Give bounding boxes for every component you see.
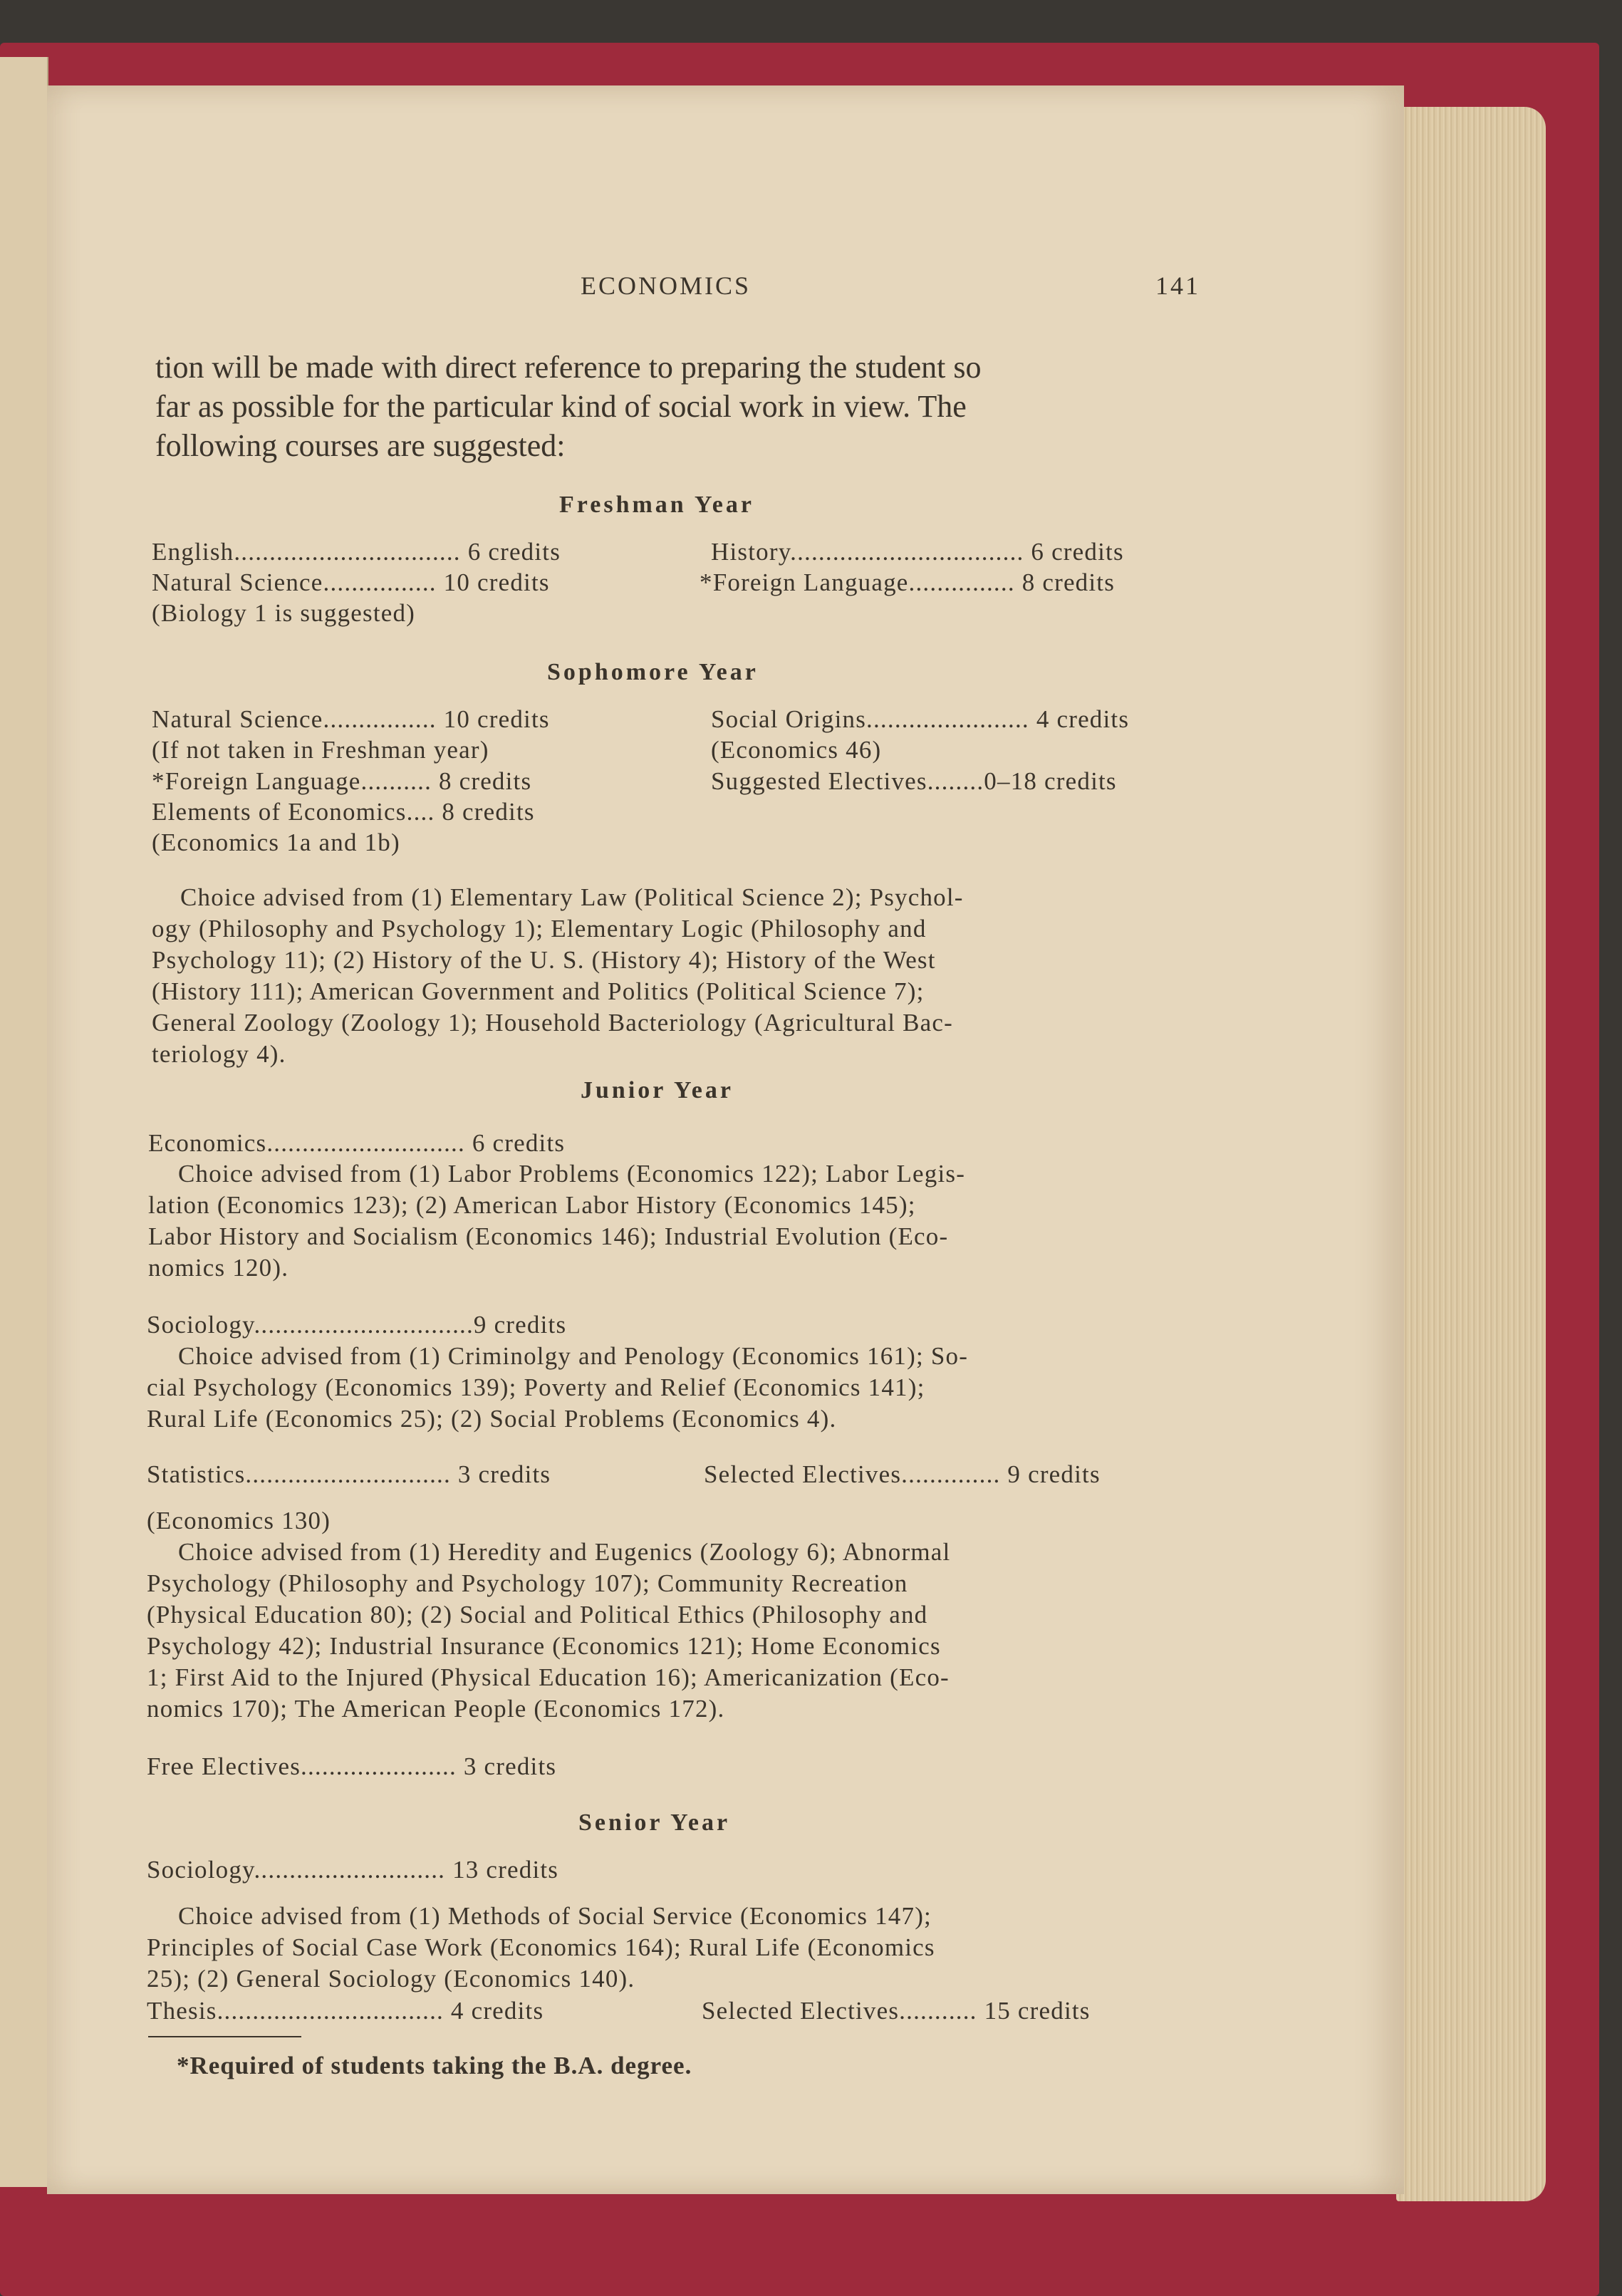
intro-line: tion will be made with direct reference to preparing the student so (155, 350, 982, 385)
course-foreign-language: *Foreign Language............... 8 credits (700, 568, 1116, 596)
course-history: History................................. 6 credits (711, 538, 1124, 566)
choice-line: Choice advised from (1) Elementary Law (Political Science 2); Psychol- (180, 883, 964, 911)
choice-line: ogy (Philosophy and Psychology 1); Elementary Logic (Philosophy and (152, 915, 927, 942)
course-sociology: Sociology........................... 13 credits (147, 1856, 559, 1884)
course-selected-electives: Selected Electives.............. 9 credits (704, 1460, 1101, 1488)
course-social-origins: Social Origins....................... 4 credits (711, 705, 1130, 733)
choice-line: Psychology (Philosophy and Psychology 107); Community Recreation (147, 1569, 908, 1597)
course-foreign-language: *Foreign Language.......... 8 credits (152, 767, 532, 795)
course-selected-electives: Selected Electives........... 15 credits (702, 1997, 1091, 2025)
choice-line: 1; First Aid to the Injured (Physical Education 16); Americanization (Eco- (147, 1663, 950, 1691)
course-note: (Economics 130) (147, 1507, 331, 1534)
course-economics: Economics............................ 6 credits (148, 1129, 566, 1157)
course-elements-economics: Elements of Economics.... 8 credits (152, 798, 535, 826)
previous-page-edge (0, 57, 48, 2187)
course-natural-science: Natural Science................ 10 credits (152, 705, 550, 733)
running-head: ECONOMICS (581, 271, 752, 300)
choice-line: Choice advised from (1) Heredity and Eugenics (Zoology 6); Abnormal (178, 1538, 951, 1566)
choice-line: (Physical Education 80); (2) Social and Political Ethics (Philosophy and (147, 1601, 928, 1629)
senior-heading: Senior Year (578, 1809, 731, 1836)
choice-line: Psychology 11); (2) History of the U. S. (History 4); History of the West (152, 946, 936, 974)
page-number: 141 (1155, 271, 1200, 300)
choice-line: General Zoology (Zoology 1); Household Bacteriology (Agricultural Bac- (152, 1009, 953, 1037)
freshman-heading: Freshman Year (559, 492, 754, 518)
choice-line: Choice advised from (1) Methods of Social Service (Economics 147); (178, 1902, 932, 1930)
course-english: English................................ 6 credits (152, 538, 561, 566)
choice-line: nomics 170); The American People (Economics 172). (147, 1695, 725, 1723)
choice-line: lation (Economics 123); (2) American Labor History (Economics 145); (148, 1191, 916, 1219)
choice-line: 25); (2) General Sociology (Economics 140). (147, 1965, 635, 1993)
sophomore-heading: Sophomore Year (547, 659, 759, 685)
footnote: *Required of students taking the B.A. degree. (177, 2052, 692, 2079)
course-note: (Biology 1 is suggested) (152, 599, 416, 627)
page-stack-edges (1396, 107, 1546, 2201)
choice-line: (History 111); American Government and Politics (Political Science 7); (152, 977, 925, 1005)
intro-line: following courses are suggested: (155, 428, 566, 463)
choice-line: Principles of Social Case Work (Economics 164); Rural Life (Economics (147, 1933, 935, 1961)
choice-line: teriology 4). (152, 1040, 286, 1068)
course-sociology: Sociology...............................9 credits (147, 1311, 567, 1339)
choice-line: nomics 120). (148, 1254, 289, 1282)
course-statistics: Statistics............................. 3 credits (147, 1460, 551, 1488)
choice-line: Rural Life (Economics 25); (2) Social Problems (Economics 4). (147, 1405, 837, 1433)
choice-line: Choice advised from (1) Criminolgy and Penology (Economics 161); So- (178, 1342, 969, 1370)
course-suggested-electives: Suggested Electives........0–18 credits (711, 767, 1117, 795)
course-natural-science: Natural Science................ 10 credits (152, 568, 550, 596)
choice-line: Psychology 42); Industrial Insurance (Economics 121); Home Economics (147, 1632, 941, 1660)
footnote-rule (148, 2036, 301, 2037)
choice-line: Choice advised from (1) Labor Problems (Economics 122); Labor Legis- (178, 1160, 966, 1188)
course-note: (Economics 1a and 1b) (152, 828, 400, 856)
course-note: (If not taken in Freshman year) (152, 736, 489, 764)
course-thesis: Thesis................................ 4 credits (147, 1997, 544, 2025)
course-note: (Economics 46) (711, 736, 882, 764)
intro-line: far as possible for the particular kind of social work in view. The (155, 389, 967, 424)
junior-heading: Junior Year (581, 1077, 734, 1103)
choice-line: cial Psychology (Economics 139); Poverty and Relief (Economics 141); (147, 1373, 925, 1401)
course-free-electives: Free Electives...................... 3 credits (147, 1752, 557, 1780)
choice-line: Labor History and Socialism (Economics 146); Industrial Evolution (Eco- (148, 1222, 949, 1250)
